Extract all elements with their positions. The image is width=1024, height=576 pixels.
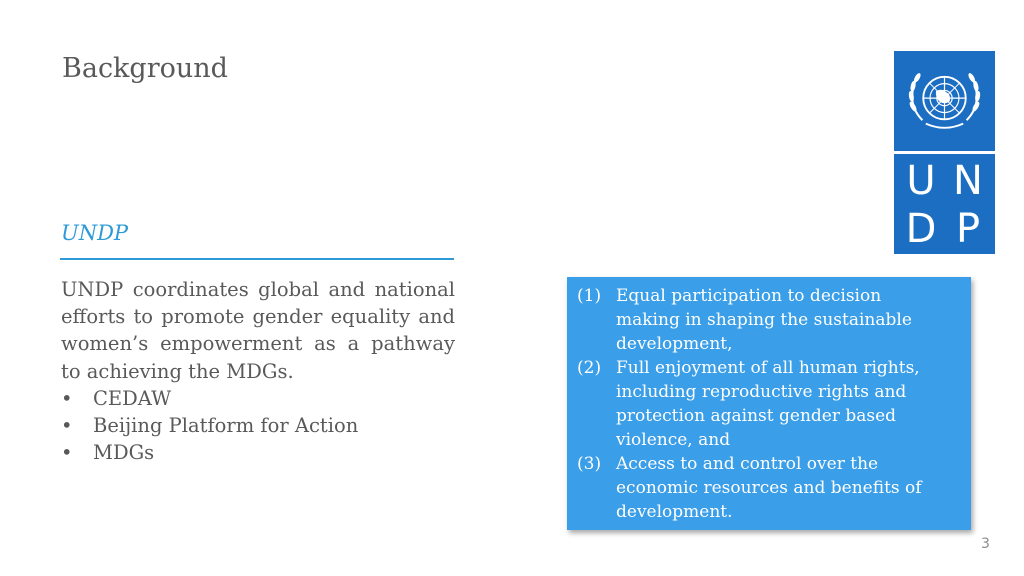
item-text: Access to and control over the economic resources and benefits of development. <box>616 454 922 522</box>
bullet-glyph: • <box>61 441 73 465</box>
bullet-text: MDGs <box>93 441 155 465</box>
info-list-item <box>577 284 937 356</box>
slide-title: Background <box>62 53 228 84</box>
bullet-list <box>61 385 455 467</box>
bullet-item <box>61 439 455 466</box>
logo-divider <box>894 151 995 154</box>
bullet-item <box>61 385 455 412</box>
item-text: Equal participation to decision making in shaping the sustainable development, <box>616 286 912 354</box>
bullet-text: CEDAW <box>93 386 172 410</box>
bullet-glyph: • <box>61 386 73 410</box>
section-heading: UNDP <box>61 221 129 245</box>
undp-logo <box>894 51 995 254</box>
info-box <box>567 277 971 530</box>
bullet-text: Beijing Platform for Action <box>93 414 359 438</box>
item-number: (1) <box>577 286 602 306</box>
item-number: (3) <box>577 454 602 474</box>
section-divider <box>60 258 454 260</box>
info-list-item <box>577 356 937 452</box>
logo-letter: U <box>906 158 936 204</box>
logo-letter: P <box>955 206 981 252</box>
item-text: Full enjoyment of all human rights, including reproductive rights and protection against gender based violence, and <box>616 358 920 450</box>
bullet-glyph: • <box>61 414 73 438</box>
body-text <box>61 276 455 466</box>
info-list <box>577 284 937 524</box>
info-list-item <box>577 452 937 524</box>
page-number: 3 <box>981 536 990 552</box>
un-emblem-icon <box>902 59 987 144</box>
item-number: (2) <box>577 358 602 378</box>
logo-letter: N <box>953 158 983 204</box>
intro-paragraph: UNDP coordinates global and national efforts to promote gender equality and women’s empowerment as a pathway to achieving the MDGs. <box>61 278 455 383</box>
bullet-item <box>61 412 455 439</box>
logo-letter: D <box>905 206 937 252</box>
